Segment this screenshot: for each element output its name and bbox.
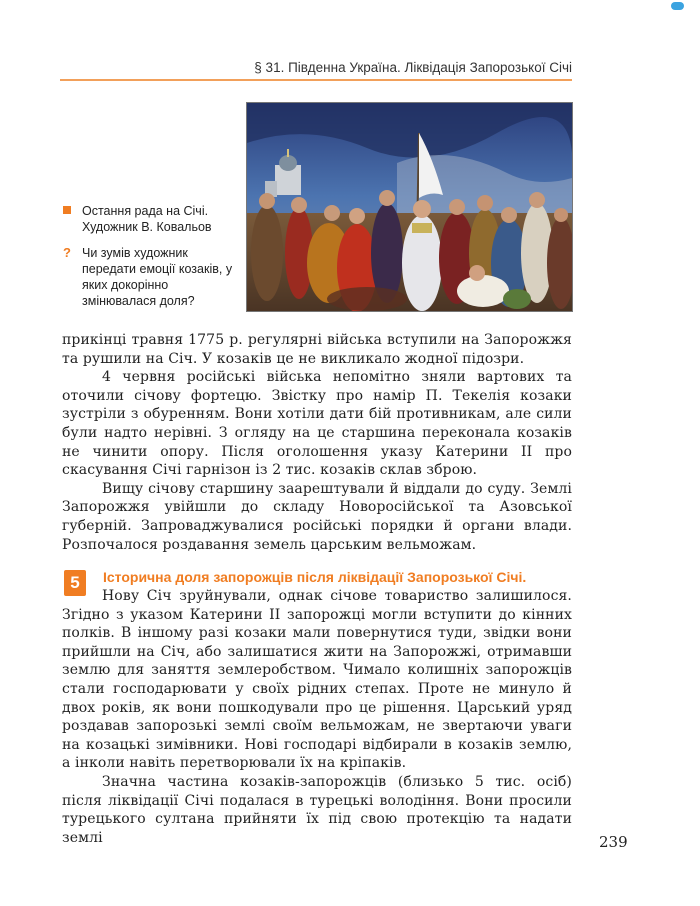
- caption-question-row: [63, 245, 243, 309]
- body-text-bottom: [62, 587, 572, 847]
- question-mark-icon: ?: [63, 245, 71, 260]
- page-number: 239: [599, 833, 628, 851]
- section-number-badge: 5: [64, 570, 86, 596]
- illustration-caption: [63, 203, 243, 309]
- header-rule: [60, 79, 572, 81]
- paragraph: Значна частина козаків-запорожців (близько 5 тис. осіб) після ліквідації Січі подалася в турецькі володіння. Вони просили турецького султана прийняти їх під свою протекцію та надати землі: [62, 773, 572, 846]
- paragraph: Вищу січову старшину заарештували й віддали до суду. Землі Запорожжя увійшли до складу Новоросійської та Азовської губерній. Запроваджувалися російські порядки й органи влади. Розпочалося роздавання земель царським вельможам.: [62, 480, 572, 553]
- running-header: § 31. Південна Україна. Ліквідація Запорозької Січі: [254, 60, 572, 75]
- paragraph: 4 червня російські війська непомітно зняли вартових та оточили січову фортецю. Звістку про намір П. Текелія козаки зустріли з обуренням. Вони хотіли дати бій противникам, але сили були надто нерівні. З огляду на це старшина переконала козаків не чинити опору. Після оголошення указу Катерини II про скасування Січі гарнізон із 2 тис. козаків склав зброю.: [62, 369, 572, 479]
- body-text-top: [62, 331, 572, 554]
- section-title: Історична доля запорожців після ліквідації Запорозької Січі.: [103, 569, 527, 585]
- painting-illustration: [246, 102, 573, 312]
- corner-badge-icon: [671, 2, 684, 10]
- caption-title-row: [63, 203, 243, 235]
- caption-title: Остання рада на Січі. Художник В. Ковальов: [82, 204, 212, 234]
- paragraph: прикінці травня 1775 р. регулярні війська вступили на Запорожжя та рушили на Січ. У козаків це не викликало жодної підозри.: [62, 332, 572, 367]
- orange-square-icon: [63, 206, 71, 214]
- paragraph: Нову Січ зруйнували, однак січове товариство залишилося. Згідно з указом Катерини II запорожці могли вступити до кінних полків. В іншому разі козаки мали повернутися туди, звідки вони прийшли на Січ, або залишатися жити на Запорожжі, отримавши землю для заняття землеробством. Чимало колишніх запорожців стали господарювати у своїх рідних степах. Проте не минуло й двох років, як вони пошкодували про це рішення. Царський уряд роздавав запорозькі землі своїм вельможам, не звертаючи уваги на козацькі зимівники. Нові господарі відбирали в козаків землю, а інколи навіть перетворювали їх на кріпаків.: [62, 588, 572, 772]
- caption-question: Чи зумів художник передати емоції козаків, у яких докорінно змінювалася доля?: [82, 246, 233, 308]
